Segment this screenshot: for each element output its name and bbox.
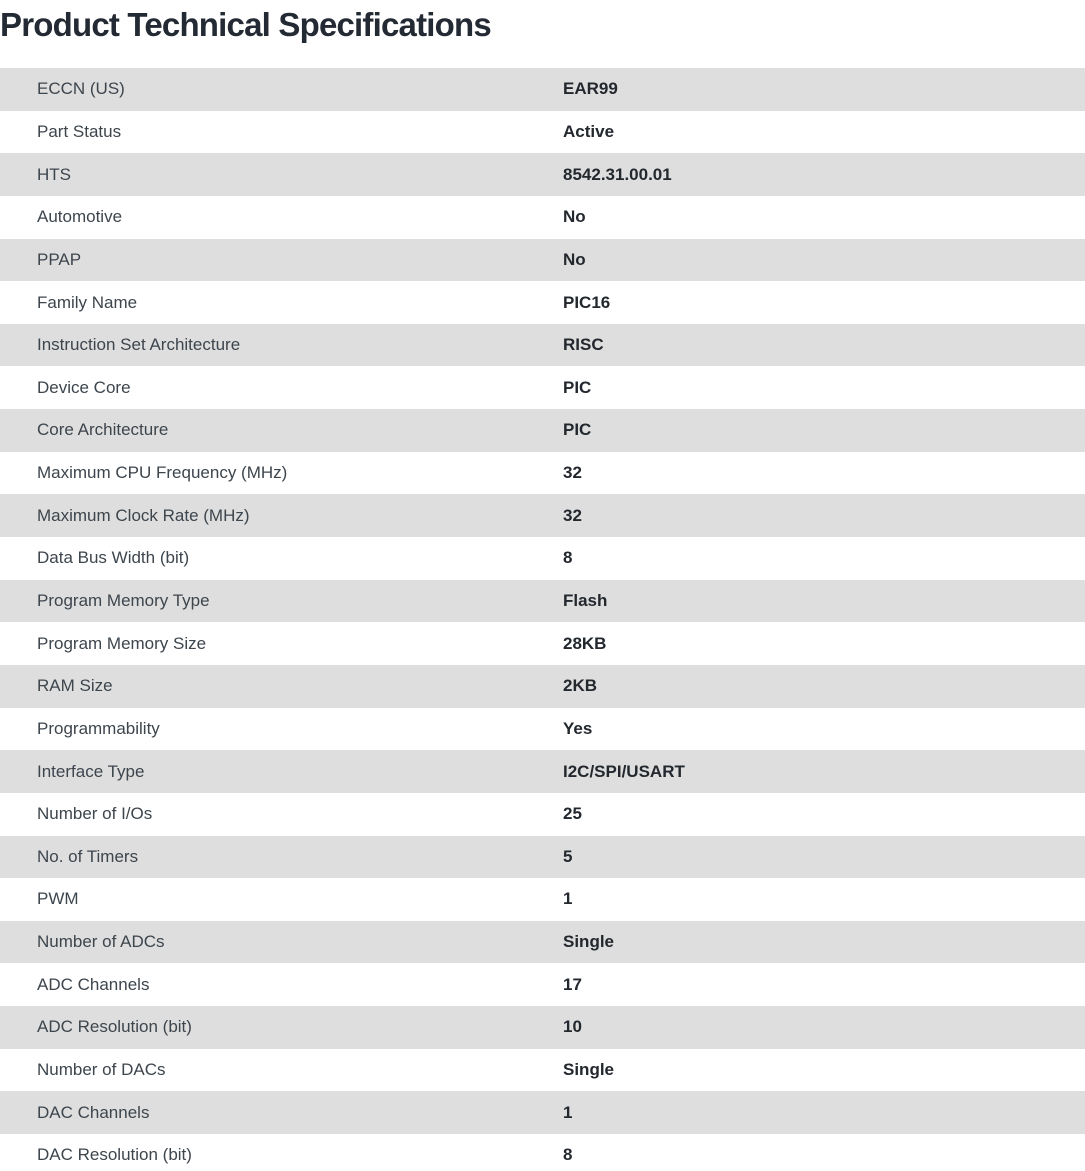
spec-value: 32 bbox=[563, 463, 582, 483]
spec-table-row bbox=[0, 494, 1085, 537]
spec-label: Data Bus Width (bit) bbox=[37, 548, 190, 568]
spec-label: DAC Resolution (bit) bbox=[37, 1145, 192, 1165]
spec-label: Number of ADCs bbox=[37, 932, 165, 952]
spec-table-row bbox=[0, 1134, 1085, 1171]
spec-label: Core Architecture bbox=[37, 420, 169, 440]
spec-label: Maximum CPU Frequency (MHz) bbox=[37, 463, 288, 483]
spec-table-row bbox=[0, 409, 1085, 452]
spec-value: 10 bbox=[563, 1017, 582, 1037]
spec-value: 1 bbox=[563, 1102, 573, 1122]
spec-table bbox=[0, 68, 1085, 1171]
spec-label: Program Memory Size bbox=[37, 633, 207, 653]
spec-label: Part Status bbox=[37, 121, 122, 141]
spec-table-row bbox=[0, 708, 1085, 751]
spec-label: Number of DACs bbox=[37, 1060, 166, 1080]
spec-table-row bbox=[0, 836, 1085, 879]
spec-label: Number of I/Os bbox=[37, 804, 153, 824]
spec-value: PIC bbox=[563, 377, 592, 397]
spec-label: Automotive bbox=[37, 207, 123, 227]
spec-value: 25 bbox=[563, 804, 582, 824]
spec-label: Programmability bbox=[37, 718, 160, 738]
spec-table-row bbox=[0, 580, 1085, 623]
spec-value: 8 bbox=[563, 548, 573, 568]
spec-table-row bbox=[0, 366, 1085, 409]
spec-value: No bbox=[563, 249, 586, 269]
spec-value: EAR99 bbox=[563, 79, 618, 99]
spec-table-row bbox=[0, 324, 1085, 367]
spec-table-row bbox=[0, 111, 1085, 154]
spec-label: HTS bbox=[37, 164, 71, 184]
spec-value: PIC16 bbox=[563, 292, 611, 312]
page-title: Product Technical Specifications bbox=[0, 6, 491, 43]
spec-table-row bbox=[0, 1006, 1085, 1049]
spec-table-row bbox=[0, 196, 1085, 239]
spec-label: DAC Channels bbox=[37, 1102, 150, 1122]
spec-value: Single bbox=[563, 932, 615, 952]
spec-value: I2C/SPI/USART bbox=[563, 761, 685, 781]
spec-value: 1 bbox=[563, 889, 573, 909]
spec-label: Interface Type bbox=[37, 761, 145, 781]
spec-table-row bbox=[0, 281, 1085, 324]
spec-label: Maximum Clock Rate (MHz) bbox=[37, 505, 250, 525]
spec-table-row bbox=[0, 68, 1085, 111]
spec-label: Family Name bbox=[37, 292, 138, 312]
spec-value: 28KB bbox=[563, 633, 607, 653]
spec-table-row bbox=[0, 878, 1085, 921]
spec-value: Flash bbox=[563, 591, 608, 610]
spec-value: 17 bbox=[563, 974, 582, 994]
spec-value: RISC bbox=[563, 335, 604, 355]
spec-table-row bbox=[0, 921, 1085, 964]
spec-table-row bbox=[0, 793, 1085, 836]
spec-label: Device Core bbox=[37, 377, 131, 397]
spec-label: ADC Channels bbox=[37, 974, 150, 994]
spec-value: Single bbox=[563, 1060, 615, 1080]
spec-label: PWM bbox=[37, 889, 79, 909]
spec-value: 2KB bbox=[563, 676, 598, 696]
spec-label: RAM Size bbox=[37, 676, 113, 696]
spec-table-row bbox=[0, 622, 1085, 665]
spec-table-row bbox=[0, 1091, 1085, 1134]
spec-label: ECCN (US) bbox=[37, 79, 125, 99]
spec-value: No bbox=[563, 207, 586, 227]
spec-value: Active bbox=[563, 121, 615, 141]
spec-label: Program Memory Type bbox=[37, 591, 210, 610]
spec-table-row bbox=[0, 963, 1085, 1006]
spec-table-row bbox=[0, 665, 1085, 708]
spec-value: 8 bbox=[563, 1145, 573, 1165]
spec-table-row bbox=[0, 537, 1085, 580]
spec-table-row bbox=[0, 452, 1085, 495]
spec-value: 5 bbox=[563, 846, 573, 866]
spec-label: Instruction Set Architecture bbox=[37, 335, 241, 355]
spec-value: PIC bbox=[563, 420, 592, 440]
spec-label: ADC Resolution (bit) bbox=[37, 1017, 192, 1037]
spec-table-row bbox=[0, 239, 1085, 282]
spec-table-row bbox=[0, 1049, 1085, 1092]
spec-label: PPAP bbox=[37, 249, 82, 269]
spec-table-row bbox=[0, 153, 1085, 196]
spec-table-row bbox=[0, 750, 1085, 793]
spec-value: 8542.31.00.01 bbox=[563, 164, 672, 184]
spec-label: No. of Timers bbox=[37, 846, 139, 866]
spec-value: Yes bbox=[563, 718, 593, 738]
spec-value: 32 bbox=[563, 505, 582, 525]
